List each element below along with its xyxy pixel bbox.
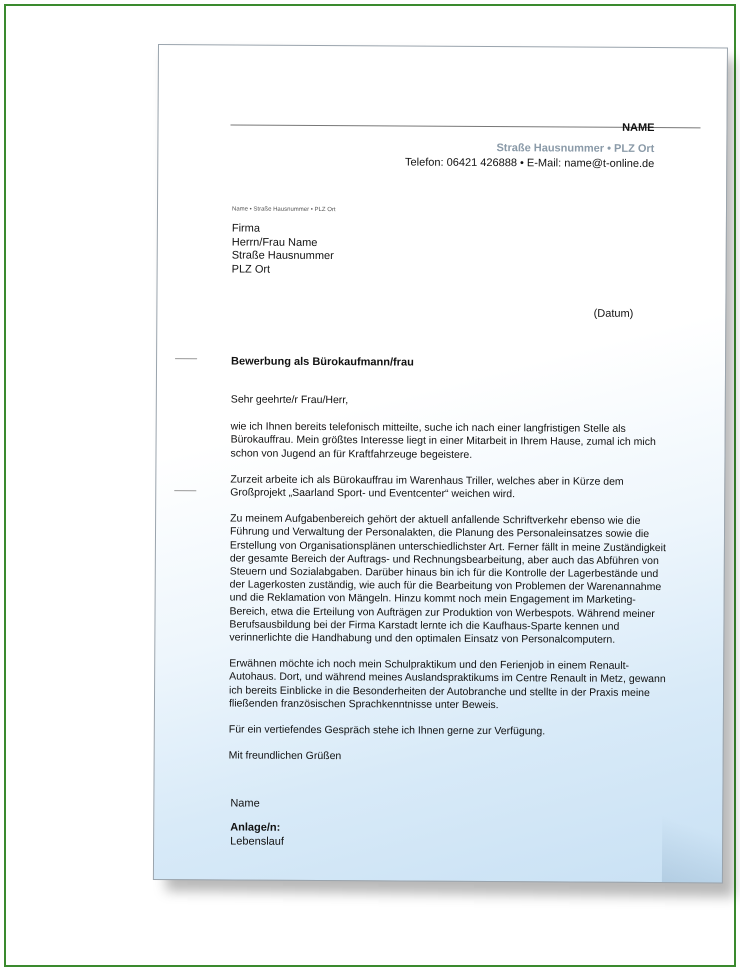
recipient-company: Firma — [231, 222, 261, 235]
closing: Mit freundlichen Grüßen — [228, 749, 342, 763]
letter-page — [153, 44, 728, 883]
sender-contact: Telefon: 06421 426888 • E-Mail: name@t-online.de — [405, 156, 655, 171]
recipient-street: Straße Hausnummer — [231, 249, 334, 263]
enclosure-label: Anlage/n: — [230, 821, 281, 834]
body-paragraph: Zu meinem Aufgabenbereich gehört der aktuell anfallende Schriftverkehr ebenso wie die Führung und Verwaltung der Personalakten, die Planung des Personaleinsatzes sowie die Erstellung von Organisationsplänen unterschiedlichster Art. Ferner fällt in meine Zuständigkeit der gesamte Bereich der Auftrags- und Rechnungsbearbeitung, aber auch das Abführen von Steuern und Sozialabgaben. Darüber hinaus bin ich für die Kontrolle der Lagerbestände und der Lagerkosten zuständig, wie auch für die Bearbeitung von Problemen der Warenannahme und die Reklamation von Mängeln. Hinzu kommt noch mein Engagement im Marketing-Bereich, etwa die Erteilung von Aufträgen zur Produktion von Werbespots. Während meiner Berufsausbildung bei der Firma Karstadt lernte ich die Kaufhaus-Sparte kennen und verinnerlichte die Handhabung und den optimalen Einsatz von Personalcomputern. — [229, 512, 666, 646]
sender-name: NAME — [622, 121, 655, 135]
sender-street: Straße Hausnummer • PLZ Ort — [496, 142, 655, 156]
page-curl-shading — [662, 792, 723, 882]
signature-name: Name — [230, 797, 260, 810]
fold-mark — [175, 358, 197, 359]
salutation: Sehr geehrte/r Frau/Herr, — [230, 393, 349, 407]
recipient-address — [232, 222, 334, 277]
return-address-line: Name • Straße Hausnummer • PLZ Ort — [231, 206, 336, 214]
letter-subject: Bewerbung als Bürokaufmann/frau — [231, 355, 414, 369]
body-paragraph: Zurzeit arbeite ich als Bürokauffrau im Warenhaus Triller, welches aber in Kürze dem Großprojekt „Saarland Sport- und Eventcenter“ weichen wird. — [230, 473, 624, 501]
enclosure-items: Lebenslauf — [230, 835, 284, 848]
body-paragraph: Erwähnen möchte ich noch mein Schulpraktikum und den Ferienjob in einem Renault-Autohaus. Dort, und während meines Auslandspraktikums im Centre Renault in Metz, gewann ich bereits Einblicke in die Besonderheiten der Autobranche und stellte in der Praxis meine fließenden französischen Sprachkenntnisse unter Beweis. — [228, 657, 666, 711]
letter-date: (Datum) — [593, 307, 634, 320]
body-paragraph: wie ich Ihnen bereits telefonisch mitteilte, suche ich nach einer langfristigen Stelle als Bürokauffrau. Mein größtes Interesse liegt in einer Mitarbeit in Ihrem Hause, zumal ich mich schon von Jugend an für Kraftfahrzeuge begeistere. — [230, 420, 656, 461]
body-paragraph: Für ein vertiefendes Gespräch stehe ich Ihnen gerne zur Verfügung. — [228, 723, 546, 738]
recipient-person: Herrn/Frau Name — [231, 235, 318, 249]
punch-mark — [174, 490, 196, 491]
letter-body — [229, 393, 671, 778]
recipient-city: PLZ Ort — [231, 262, 271, 276]
